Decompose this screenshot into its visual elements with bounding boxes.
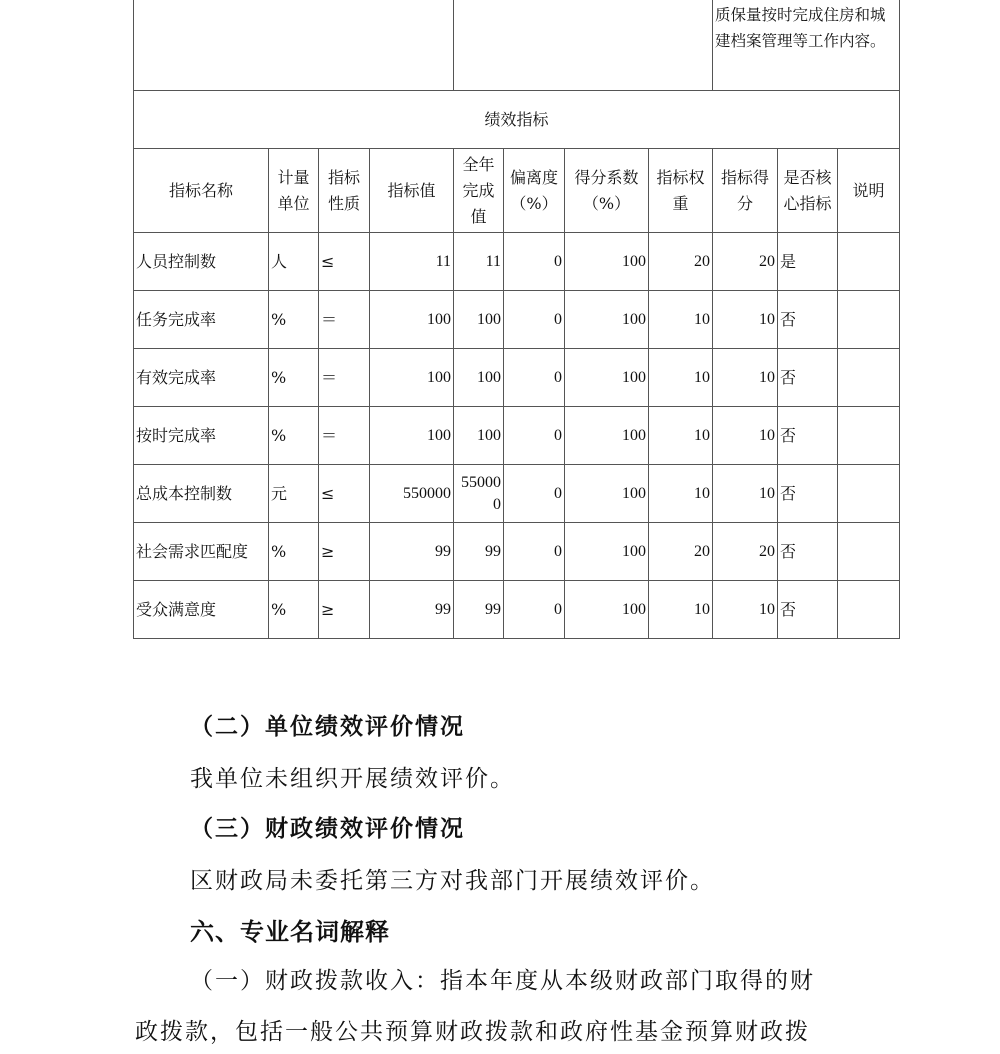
cell-score: 20 xyxy=(713,523,778,581)
cell-actual: 99 xyxy=(454,581,504,639)
cell-name: 社会需求匹配度 xyxy=(134,523,269,581)
cell-nature: ＝ xyxy=(319,407,370,465)
subsection-3-title: （三）财政绩效评价情况 xyxy=(190,816,465,842)
cell-actual: 100 xyxy=(454,407,504,465)
top-cell-note: 质保量按时完成住房和城建档案管理等工作内容。 xyxy=(713,0,900,91)
header-cell: 指标得分 xyxy=(713,149,778,233)
cell-deviation: 0 xyxy=(504,523,565,581)
cell-score: 10 xyxy=(713,349,778,407)
cell-score: 20 xyxy=(713,233,778,291)
cell-unit: 人 xyxy=(269,233,319,291)
cell-note xyxy=(838,233,900,291)
cell-nature: ≥ xyxy=(319,523,370,581)
indicator-rows xyxy=(134,233,900,639)
table-row xyxy=(134,291,900,349)
cell-core: 是 xyxy=(778,233,838,291)
cell-unit: % xyxy=(269,407,319,465)
cell-weight: 10 xyxy=(649,407,713,465)
cell-unit: % xyxy=(269,581,319,639)
subsection-2-title: （二）单位绩效评价情况 xyxy=(190,714,465,740)
cell-coef: 100 xyxy=(565,349,649,407)
cell-note xyxy=(838,523,900,581)
cell-name: 人员控制数 xyxy=(134,233,269,291)
cell-score: 10 xyxy=(713,581,778,639)
cell-coef: 100 xyxy=(565,523,649,581)
cell-core: 否 xyxy=(778,465,838,523)
cell-score: 10 xyxy=(713,291,778,349)
top-cell-1 xyxy=(134,0,454,91)
cell-deviation: 0 xyxy=(504,349,565,407)
cell-target: 99 xyxy=(370,581,454,639)
section-title-row xyxy=(134,91,900,149)
cell-target: 99 xyxy=(370,523,454,581)
table-row xyxy=(134,465,900,523)
top-cell-2 xyxy=(454,0,713,91)
cell-nature: ＝ xyxy=(319,349,370,407)
cell-deviation: 0 xyxy=(504,407,565,465)
cell-weight: 10 xyxy=(649,349,713,407)
table-row xyxy=(134,349,900,407)
cell-target: 11 xyxy=(370,233,454,291)
cell-coef: 100 xyxy=(565,291,649,349)
cell-unit: % xyxy=(269,349,319,407)
cell-name: 有效完成率 xyxy=(134,349,269,407)
cell-score: 10 xyxy=(713,465,778,523)
section-title: 绩效指标 xyxy=(134,91,900,149)
table-row xyxy=(134,523,900,581)
cell-deviation: 0 xyxy=(504,581,565,639)
cell-note xyxy=(838,407,900,465)
header-cell: 计量单位 xyxy=(269,149,319,233)
cell-actual: 11 xyxy=(454,233,504,291)
cell-note xyxy=(838,465,900,523)
performance-indicator-table xyxy=(133,0,900,639)
cell-actual: 99 xyxy=(454,523,504,581)
cell-actual: 100 xyxy=(454,349,504,407)
cell-deviation: 0 xyxy=(504,233,565,291)
cell-note xyxy=(838,291,900,349)
cell-coef: 100 xyxy=(565,233,649,291)
cell-name: 总成本控制数 xyxy=(134,465,269,523)
header-cell: 指标权重 xyxy=(649,149,713,233)
section-6-title: 六、专业名词解释 xyxy=(190,918,390,946)
cell-coef: 100 xyxy=(565,407,649,465)
cell-core: 否 xyxy=(778,349,838,407)
header-cell: 得分系数（%） xyxy=(565,149,649,233)
table-row xyxy=(134,581,900,639)
cell-target: 100 xyxy=(370,349,454,407)
table-row xyxy=(134,407,900,465)
header-cell: 指标值 xyxy=(370,149,454,233)
cell-nature: ≥ xyxy=(319,581,370,639)
table-row-top xyxy=(134,0,900,91)
cell-target: 100 xyxy=(370,407,454,465)
subsection-2-text: 我单位未组织开展绩效评价。 xyxy=(190,766,515,792)
cell-actual: 550000 xyxy=(454,465,504,523)
cell-weight: 20 xyxy=(649,523,713,581)
header-row xyxy=(134,149,900,233)
cell-weight: 10 xyxy=(649,291,713,349)
term-1-line-2: 政拨款，包括一般公共预算财政拨款和政府性基金预算财政拨 xyxy=(135,1019,810,1045)
cell-weight: 20 xyxy=(649,233,713,291)
cell-name: 按时完成率 xyxy=(134,407,269,465)
header-cell: 是否核心指标 xyxy=(778,149,838,233)
cell-unit: % xyxy=(269,523,319,581)
header-cell: 偏离度（%） xyxy=(504,149,565,233)
cell-unit: 元 xyxy=(269,465,319,523)
subsection-3-text: 区财政局未委托第三方对我部门开展绩效评价。 xyxy=(190,868,715,894)
cell-name: 任务完成率 xyxy=(134,291,269,349)
cell-nature: ≤ xyxy=(319,465,370,523)
table-row xyxy=(134,233,900,291)
cell-unit: % xyxy=(269,291,319,349)
cell-nature: ≤ xyxy=(319,233,370,291)
cell-name: 受众满意度 xyxy=(134,581,269,639)
header-cell: 指标名称 xyxy=(134,149,269,233)
cell-core: 否 xyxy=(778,291,838,349)
cell-note xyxy=(838,581,900,639)
cell-core: 否 xyxy=(778,407,838,465)
cell-target: 550000 xyxy=(370,465,454,523)
cell-deviation: 0 xyxy=(504,465,565,523)
cell-actual: 100 xyxy=(454,291,504,349)
cell-weight: 10 xyxy=(649,465,713,523)
cell-note xyxy=(838,349,900,407)
header-cell: 说明 xyxy=(838,149,900,233)
cell-target: 100 xyxy=(370,291,454,349)
term-1-line-1: （一）财政拨款收入：指本年度从本级财政部门取得的财 xyxy=(190,968,815,994)
cell-coef: 100 xyxy=(565,581,649,639)
header-cell: 全年完成值 xyxy=(454,149,504,233)
cell-core: 否 xyxy=(778,523,838,581)
cell-score: 10 xyxy=(713,407,778,465)
cell-weight: 10 xyxy=(649,581,713,639)
header-cell: 指标性质 xyxy=(319,149,370,233)
cell-coef: 100 xyxy=(565,465,649,523)
cell-nature: ＝ xyxy=(319,291,370,349)
cell-deviation: 0 xyxy=(504,291,565,349)
cell-core: 否 xyxy=(778,581,838,639)
